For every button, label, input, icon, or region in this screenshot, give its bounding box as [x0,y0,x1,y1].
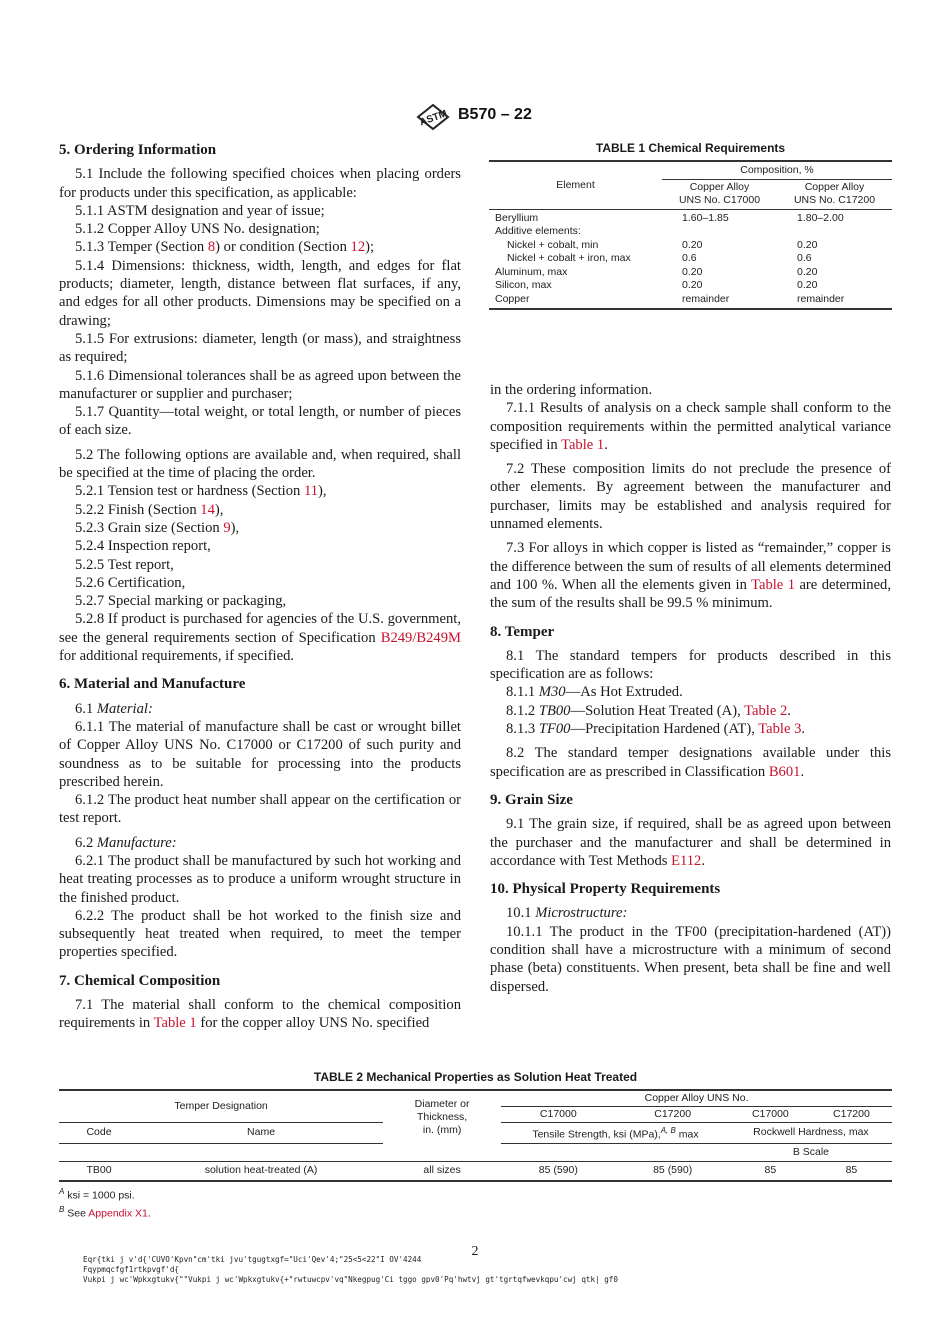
list-item: 5.2.8 If product is purchased for agencies of the U.S. government, see the general requirements section of Specification B249/B249M for additional requirements, if specified. [59,611,461,665]
right-column [490,381,891,996]
section-title: 10. Physical Property Requirements [490,881,721,898]
column-header: B Scale [730,1143,892,1161]
svg-text:ASTM: ASTM [418,108,449,129]
page-header [0,103,950,133]
paragraph: 8.1 The standard tempers for products described in this specification are as follows: [490,647,891,683]
column-header: Tensile Strength, ksi (MPa),$^{A, B}$ max [501,1123,730,1144]
column-header: Element [489,161,662,209]
paragraph: 10.1.1 The product in the TF00 (precipitation-hardened (AT)) condition shall have a microstructure with a minimum of second phase (beta) constituents. When present, beta shall be fine and well dispersed. [490,923,891,995]
footnote: $^A$ ksi = 1000 psi. [59,1187,135,1202]
mechanical-properties-table [59,1089,892,1182]
paragraph: 6.1.1 The material of manufacture shall be cast or wrought billet of Copper Alloy UNS No. C17000 or C17200 of such purity and soundness as to be suitable for processing into the products prescribed herein. [59,718,461,790]
paragraph: 6.2.1 The product shall be manufactured by such hot working and heat treating processes as to produce a uniform wrought structure in the finished product. [59,852,461,906]
list-item: 5.1.6 Dimensional tolerances shall be as agreed upon between the manufacturer or supplier and purchaser; [59,367,461,402]
column-header: Name [139,1123,383,1144]
table-link[interactable]: Table 1 [751,576,796,593]
section-link[interactable]: 9 [223,519,231,536]
paragraph: 5.2 The following options are available and, when required, shall be specified at the time of placing the order. [59,446,461,482]
column-header: Temper Designation [59,1090,383,1123]
list-item: 5.2.1 Tension test or hardness (Section 11), [75,483,327,500]
paragraph: 7.3 For alloys in which copper is listed as “remainder,” copper is the difference between the sum of results of all elements determined and 100 %. When all the elements given in Table 1 are determined, the sum of the results shall be 99.5 % minimum. [490,540,891,612]
table-1 [489,141,892,310]
table-row: Nickel + cobalt, min 0.20 0.20 [507,238,818,251]
table-link[interactable]: Table 3 [758,721,802,738]
paragraph: 5.1 Include the following specified choices when placing orders for products under this specification, as applicable: [59,166,461,201]
table-link[interactable]: Table 1 [561,436,605,453]
spec-link[interactable]: B249/B249M [380,629,461,646]
list-item: 5.2.2 Finish (Section 14), [75,501,224,518]
column-header: C17200 [811,1107,892,1123]
table-caption: TABLE 1 Chemical Requirements [595,141,786,155]
table-row: Nickel + cobalt + iron, max 0.6 0.6 [507,252,812,264]
appendix-link[interactable]: Appendix X1 [88,1207,148,1219]
list-item: 5.2.5 Test report, [75,556,174,573]
section-link[interactable]: 8 [207,239,216,256]
section-title: 9. Grain Size [490,791,573,808]
section-link[interactable]: 14 [200,501,215,518]
column-header: Copper Alloy UNS No. C17000 [662,179,777,209]
table-row: TB00 solution heat-treated (A) all sizes 85 (590) 85 (590) 85 85 [86,1164,858,1177]
footnote: $^B$ See Appendix X1. [59,1204,151,1219]
paragraph: 7.2 These composition limits do not preclude the presence of other elements. By agreement between the manufacturer and purchaser, limits may be established and analysis required for unnamed elements. [490,461,891,533]
list-item: 8.1.2 TB00—Solution Heat Treated (A), Table 2. [506,702,791,719]
paragraph: 7.1.1 Results of analysis on a check sample shall conform to the composition requirements within the permitted analytical variance specified in Table 1. [490,400,891,453]
section-title: 8. Temper [490,623,555,640]
table-caption: TABLE 2 Mechanical Properties as Solution Heat Treated [313,1070,638,1084]
spec-link[interactable]: B601 [768,763,801,780]
paragraph: 10.1 Microstructure: [506,905,628,922]
table-row: Beryllium 1.60–1.85 1.80–2.00 [495,211,844,224]
table-row: Copper remainder remainder [495,292,845,305]
list-item: 5.1.7 Quantity—total weight, or total length, or number of pieces of each size. [59,404,461,439]
paragraph: 6.1 Material: [75,700,153,717]
column-header: C17000 [501,1107,615,1123]
column-header: Copper Alloy UNS No. C17200 [777,179,892,209]
paragraph: in the ordering information. [490,382,653,398]
column-header: Copper Alloy UNS No. [501,1090,892,1107]
list-item: 5.1.2 Copper Alloy UNS No. designation; [75,221,320,238]
column-header: C17000 [730,1107,811,1123]
list-item: 5.1.4 Dimensions: thickness, width, length, and edges for flat products; diameter, length, distance between flat surfaces, if any, and edges for all other products. Dimensions may be specified on a drawing; [59,257,461,329]
column-header: Diameter or Thickness, in. (mm) [414,1097,470,1136]
column-header: Composition, % [662,161,892,179]
table-link[interactable]: Table 2 [744,702,788,719]
table-row: Aluminum, max 0.20 0.20 [495,265,818,278]
page-number: 2 [471,1244,479,1259]
paragraph: 6.1.2 The product heat number shall appear on the certification or test report. [59,792,461,827]
section-title: 7. Chemical Composition [59,972,221,989]
section-title: 5. Ordering Information [59,142,217,158]
table-row: Silicon, max 0.20 0.20 [495,279,818,291]
column-header: C17200 [615,1107,729,1123]
list-item: 5.2.3 Grain size (Section 9), [75,519,240,536]
table-row: Additive elements: [495,225,581,237]
left-column [59,141,461,1033]
list-item: 5.2.6 Certification, [75,574,186,591]
list-item: 5.2.4 Inspection report, [75,538,211,555]
list-item: 8.1.3 TF00—Precipitation Hardened (AT), Table 3. [506,721,806,738]
column-header: Rockwell Hardness, max [730,1123,892,1144]
list-item: 5.1.5 For extrusions: diameter, length (or mass), and straightness as required; [59,330,461,366]
table-2 [59,1070,892,1220]
section-link[interactable]: 11 [303,483,318,500]
list-item: 5.2.7 Special marking or packaging, [75,593,287,610]
list-item: 8.1.1 M30—As Hot Extruded. [506,684,683,701]
table-link[interactable]: Table 1 [153,1015,197,1032]
paragraph: 6.2.2 The product shall be hot worked to the finish size and subsequently heat treated when required, to meet the temper properties specified. [59,907,461,961]
spec-link[interactable]: E112 [671,852,702,869]
paragraph: 8.2 The standard temper designations available under this specification are as prescribed in Classification B601. [490,745,891,780]
section-title: 6. Material and Manufacture [59,676,246,693]
column-header: Code [59,1123,139,1144]
document-designation: B570 – 22 [458,106,532,123]
chemical-requirements-table [489,160,892,310]
paragraph: 6.2 Manufacture: [75,834,177,851]
section-link[interactable]: 12 [350,239,366,256]
list-item: 5.1.3 Temper (Section 8) or condition (Section 12); [75,239,375,256]
paragraph: 7.1 The material shall conform to the chemical composition requirements in Table 1 for the copper alloy UNS No. specified [59,997,461,1032]
paragraph: 9.1 The grain size, if required, shall be as agreed upon between the purchaser and the manufacturer and shall be determined in accordance with Test Methods E112. [490,816,891,869]
astm-logo-icon [414,103,452,131]
list-item: 5.1.1 ASTM designation and year of issue; [75,202,325,219]
license-footer: Eqr{tki j v'd{'CUVO'Kpvn"cm'tki jvu'tgugtxgf="Uci'Qev'4;"25<5<22"I OV'4244 Fqypmqcfgf1rtkpvgf'd{ Vukpi j wc'Wpkxgtukv{""Vukpi j wc'Wpkxgtukv{+"rwtuwcpv'vq"Nkegpug'Ci tggo gpv0'Pq'hwtvj gt'tgrtqfwevkqpu'cwj qtk| gf0 [83,1255,618,1284]
